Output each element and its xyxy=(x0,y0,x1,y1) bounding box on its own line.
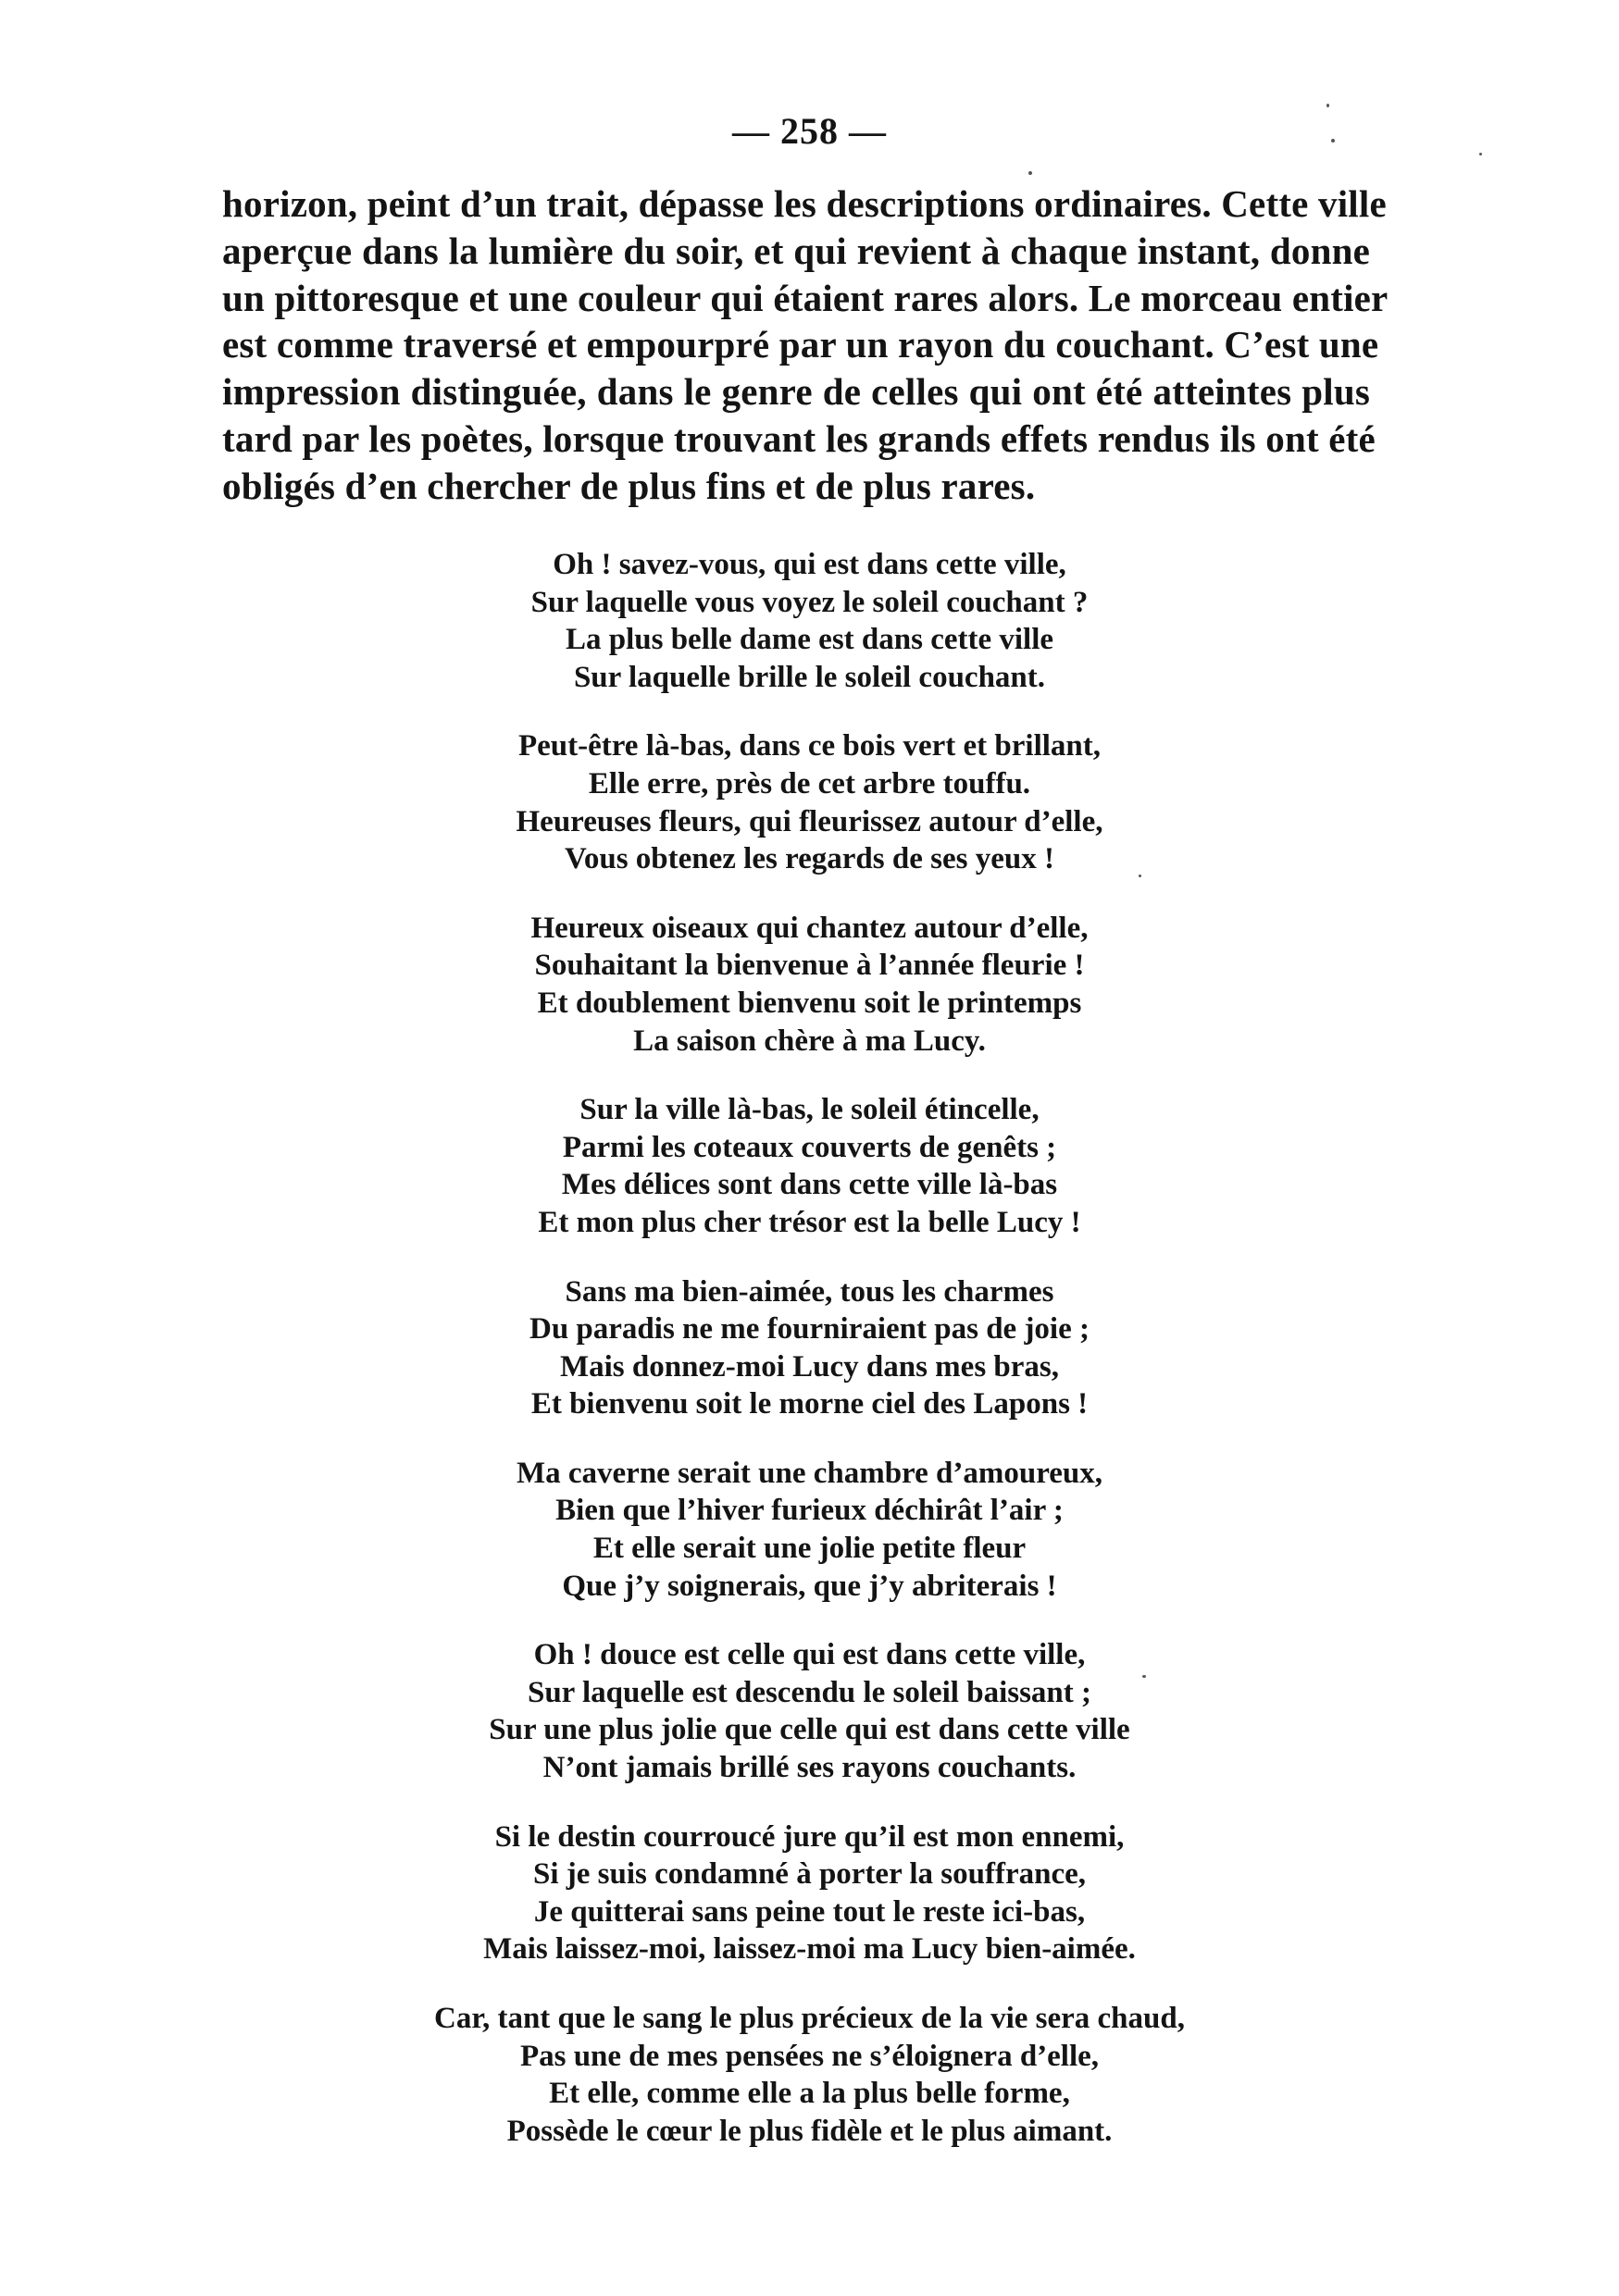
poem-stanza xyxy=(0,727,1619,877)
poem-verse: Sur une plus jolie que celle qui est dans cette ville xyxy=(489,1713,1130,1747)
prose-paragraph xyxy=(222,180,1389,510)
poem-stanza xyxy=(0,1818,1619,1968)
poem-verse: Oh ! douce est celle qui est dans cette ville, xyxy=(533,1638,1086,1672)
poem-verse: Si je suis condamné à porter la souffrance, xyxy=(532,1857,1087,1892)
scan-speck xyxy=(1331,139,1335,143)
poem-verse: N’ont jamais brillé ses rayons couchants. xyxy=(542,1751,1077,1785)
prose-line: impression distinguée, dans le genre de celles qui ont été atteintes plus xyxy=(222,370,1370,414)
poem-verse: Sur laquelle vous voyez le soleil couchant ? xyxy=(530,585,1089,619)
poem-verse: Vous obtenez les regards de ses yeux ! xyxy=(565,842,1054,876)
poem-verse: Sans ma bien-aimée, tous les charmes xyxy=(565,1274,1054,1309)
prose-line: est comme traversé et empourpré par un rayon du couchant. C’est une xyxy=(222,323,1379,366)
scan-speck xyxy=(1139,875,1141,877)
poem-verse: Mais donnez-moi Lucy dans mes bras, xyxy=(559,1349,1060,1384)
poem-verse: Si le destin courroucé jure qu’il est mon ennemi, xyxy=(494,1819,1125,1854)
page-number: — 258 — xyxy=(732,110,887,152)
poem-verse: Oh ! savez-vous, qui est dans cette ville, xyxy=(553,548,1066,581)
poem-verse: Pas une de mes pensées ne s’éloignera d’elle, xyxy=(519,2039,1100,2073)
poem-verse: Et mon plus cher trésor est la belle Lucy ! xyxy=(538,1205,1081,1239)
poem-verse: Mais laissez-moi, laissez-moi ma Lucy bien-aimée. xyxy=(483,1932,1136,1967)
poem-verse: Sur la ville là-bas, le soleil étincelle, xyxy=(579,1093,1040,1127)
poem-verse: Sur laquelle brille le soleil couchant. xyxy=(573,660,1046,694)
poem-verse: Je quitterai sans peine tout le reste ici-bas, xyxy=(533,1894,1086,1929)
poem xyxy=(0,546,1619,2181)
poem-stanza xyxy=(0,1273,1619,1423)
prose-line: un pittoresque et une couleur qui étaient rares alors. Le morceau entier xyxy=(222,276,1389,319)
poem-stanza xyxy=(0,1091,1619,1241)
poem-verse: Heureuses fleurs, qui fleurissez autour d’elle, xyxy=(516,804,1103,838)
poem-verse: Et doublement bienvenu soit le printemps xyxy=(537,986,1082,1020)
poem-stanza xyxy=(0,2000,1619,2150)
prose-line: aperçue dans la lumière du soir, et qui revient à chaque instant, donne xyxy=(222,229,1370,272)
poem-verse: Et elle, comme elle a la plus belle forme, xyxy=(549,2077,1070,2111)
scan-speck xyxy=(1028,171,1032,175)
poem-verse: Et elle serait une jolie petite fleur xyxy=(592,1532,1027,1566)
poem-verse: Heureux oiseaux qui chantez autour d’elle, xyxy=(530,911,1089,945)
poem-verse: Que j’y soignerais, que j’y abriterais ! xyxy=(562,1569,1057,1603)
poem-verse: La plus belle dame est dans cette ville xyxy=(565,623,1054,657)
scan-speck xyxy=(1326,104,1329,107)
poem-verse: Et bienvenu soit le morne ciel des Lapons ! xyxy=(530,1387,1089,1421)
poem-verse: Parmi les coteaux couverts de genêts ; xyxy=(562,1130,1057,1164)
poem-verse: Possède le cœur le plus fidèle et le plus aimant. xyxy=(506,2114,1113,2148)
poem-verse: Peut-être là-bas, dans ce bois vert et brillant, xyxy=(517,729,1102,763)
poem-stanza xyxy=(0,910,1619,1060)
poem-verse: Sur laquelle est descendu le soleil baissant ; xyxy=(527,1675,1092,1709)
scan-speck xyxy=(1142,1675,1146,1678)
poem-stanza xyxy=(0,1636,1619,1786)
prose-line: obligés d’en chercher de plus fins et de plus rares. xyxy=(222,464,1036,507)
poem-verse: Car, tant que le sang le plus précieux de la vie sera chaud, xyxy=(434,2002,1185,2035)
poem-verse: Souhaitant la bienvenue à l’année fleurie ! xyxy=(534,949,1085,983)
scan-speck xyxy=(1479,153,1482,155)
poem-verse: Ma caverne serait une chambre d’amoureux, xyxy=(516,1456,1102,1490)
poem-verse: Mes délices sont dans cette ville là-bas xyxy=(561,1168,1058,1202)
poem-stanza xyxy=(0,1455,1619,1605)
poem-stanza xyxy=(0,546,1619,696)
poem-verse: Elle erre, près de cet arbre touffu. xyxy=(588,766,1031,800)
poem-verse: Bien que l’hiver furieux déchirât l’air ; xyxy=(555,1494,1064,1528)
poem-verse: La saison chère à ma Lucy. xyxy=(633,1024,986,1058)
prose-line: horizon, peint d’un trait, dépasse les descriptions ordinaires. Cette ville xyxy=(222,182,1387,225)
poem-verse: Du paradis ne me fourniraient pas de joie ; xyxy=(529,1312,1090,1347)
prose-line: tard par les poètes, lorsque trouvant les grands effets rendus ils ont été xyxy=(222,416,1376,460)
